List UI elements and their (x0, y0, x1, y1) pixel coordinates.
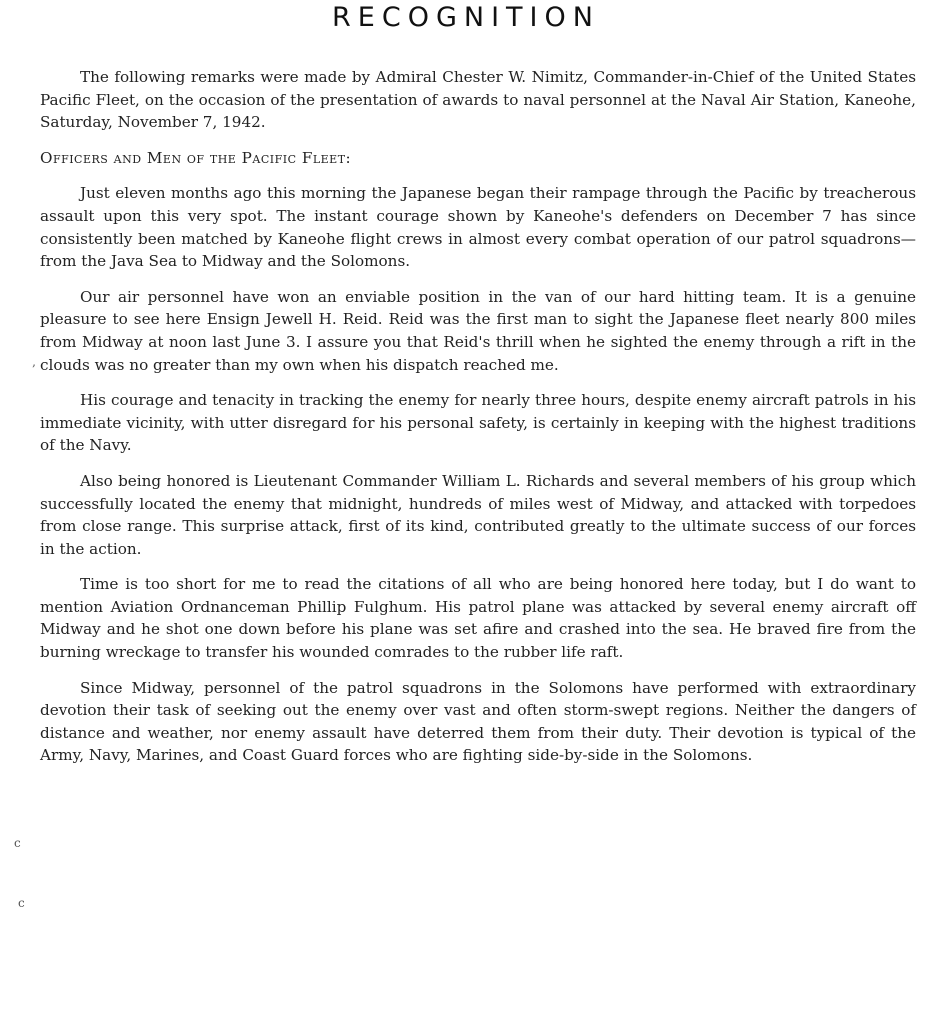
document-body (40, 66, 916, 767)
paragraph-5: Time is too short for me to read the citations of all who are being honored here today, but I do want to mention Aviation Ordnanceman Phillip Fulghum. His patrol plane was attacked by several enemy aircraft off Midway and he shot one down before his plane was set afire and crashed into the sea. He braved fire from the burning wreckage to transfer his wounded comrades to the rubber life raft. (40, 575, 916, 662)
paragraph-1: Just eleven months ago this morning the Japanese began their rampage through the Pacific by treacherous assault upon this very spot. The instant courage shown by Kaneohe's defenders on December 7 has since consistently been matched by Kaneohe flight crews in almost every combat operation of our patrol squadrons—from the Java Sea to Midway and the Solomons. (40, 184, 916, 271)
salutation: Officers and Men of the Pacific Fleet: (40, 148, 352, 167)
margin-mark: c (18, 896, 25, 910)
margin-mark: ‚ (32, 355, 36, 369)
paragraph-3: His courage and tenacity in tracking the enemy for nearly three hours, despite enemy aircraft patrols in his immediate vicinity, with utter disregard for his personal safety, is certainly in keeping with the highest traditions of the Navy. (40, 391, 916, 455)
paragraph-6: Since Midway, personnel of the patrol squadrons in the Solomons have performed with extraordinary devotion their task of seeking out the enemy over vast and often storm-swept regions. Neither the dangers of distance and weather, nor enemy assault have deterred them from their duty. Their devotion is typical of the Army, Navy, Marines, and Coast Guard forces who are fighting side-by-side in the Solomons. (40, 678, 916, 765)
page-title: RECOGNITION (332, 2, 600, 33)
paragraph-2: Our air personnel have won an enviable position in the van of our hard hitting team. It is a genuine pleasure to see here Ensign Jewell H. Reid. Reid was the first man to sight the Japanese fleet nearly 800 miles from Midway at noon last June 3. I assure you that Reid's thrill when he sighted the enemy through a rift in the clouds was no greater than my own when his dispatch reached me. (40, 287, 916, 374)
margin-mark: c (14, 836, 21, 850)
intro-paragraph: The following remarks were made by Admiral Chester W. Nimitz, Commander-in-Chief of the United States Pacific Fleet, on the occasion of the presentation of awards to naval personnel at the Naval Air Station, Kaneohe, Saturday, November 7, 1942. (40, 68, 916, 132)
paragraph-4: Also being honored is Lieutenant Commander William L. Richards and several members of his group which successfully located the enemy that midnight, hundreds of miles west of Midway, and attacked with torpedoes from close range. This surprise attack, first of its kind, contributed greatly to the ultimate success of our forces in the action. (40, 471, 916, 558)
